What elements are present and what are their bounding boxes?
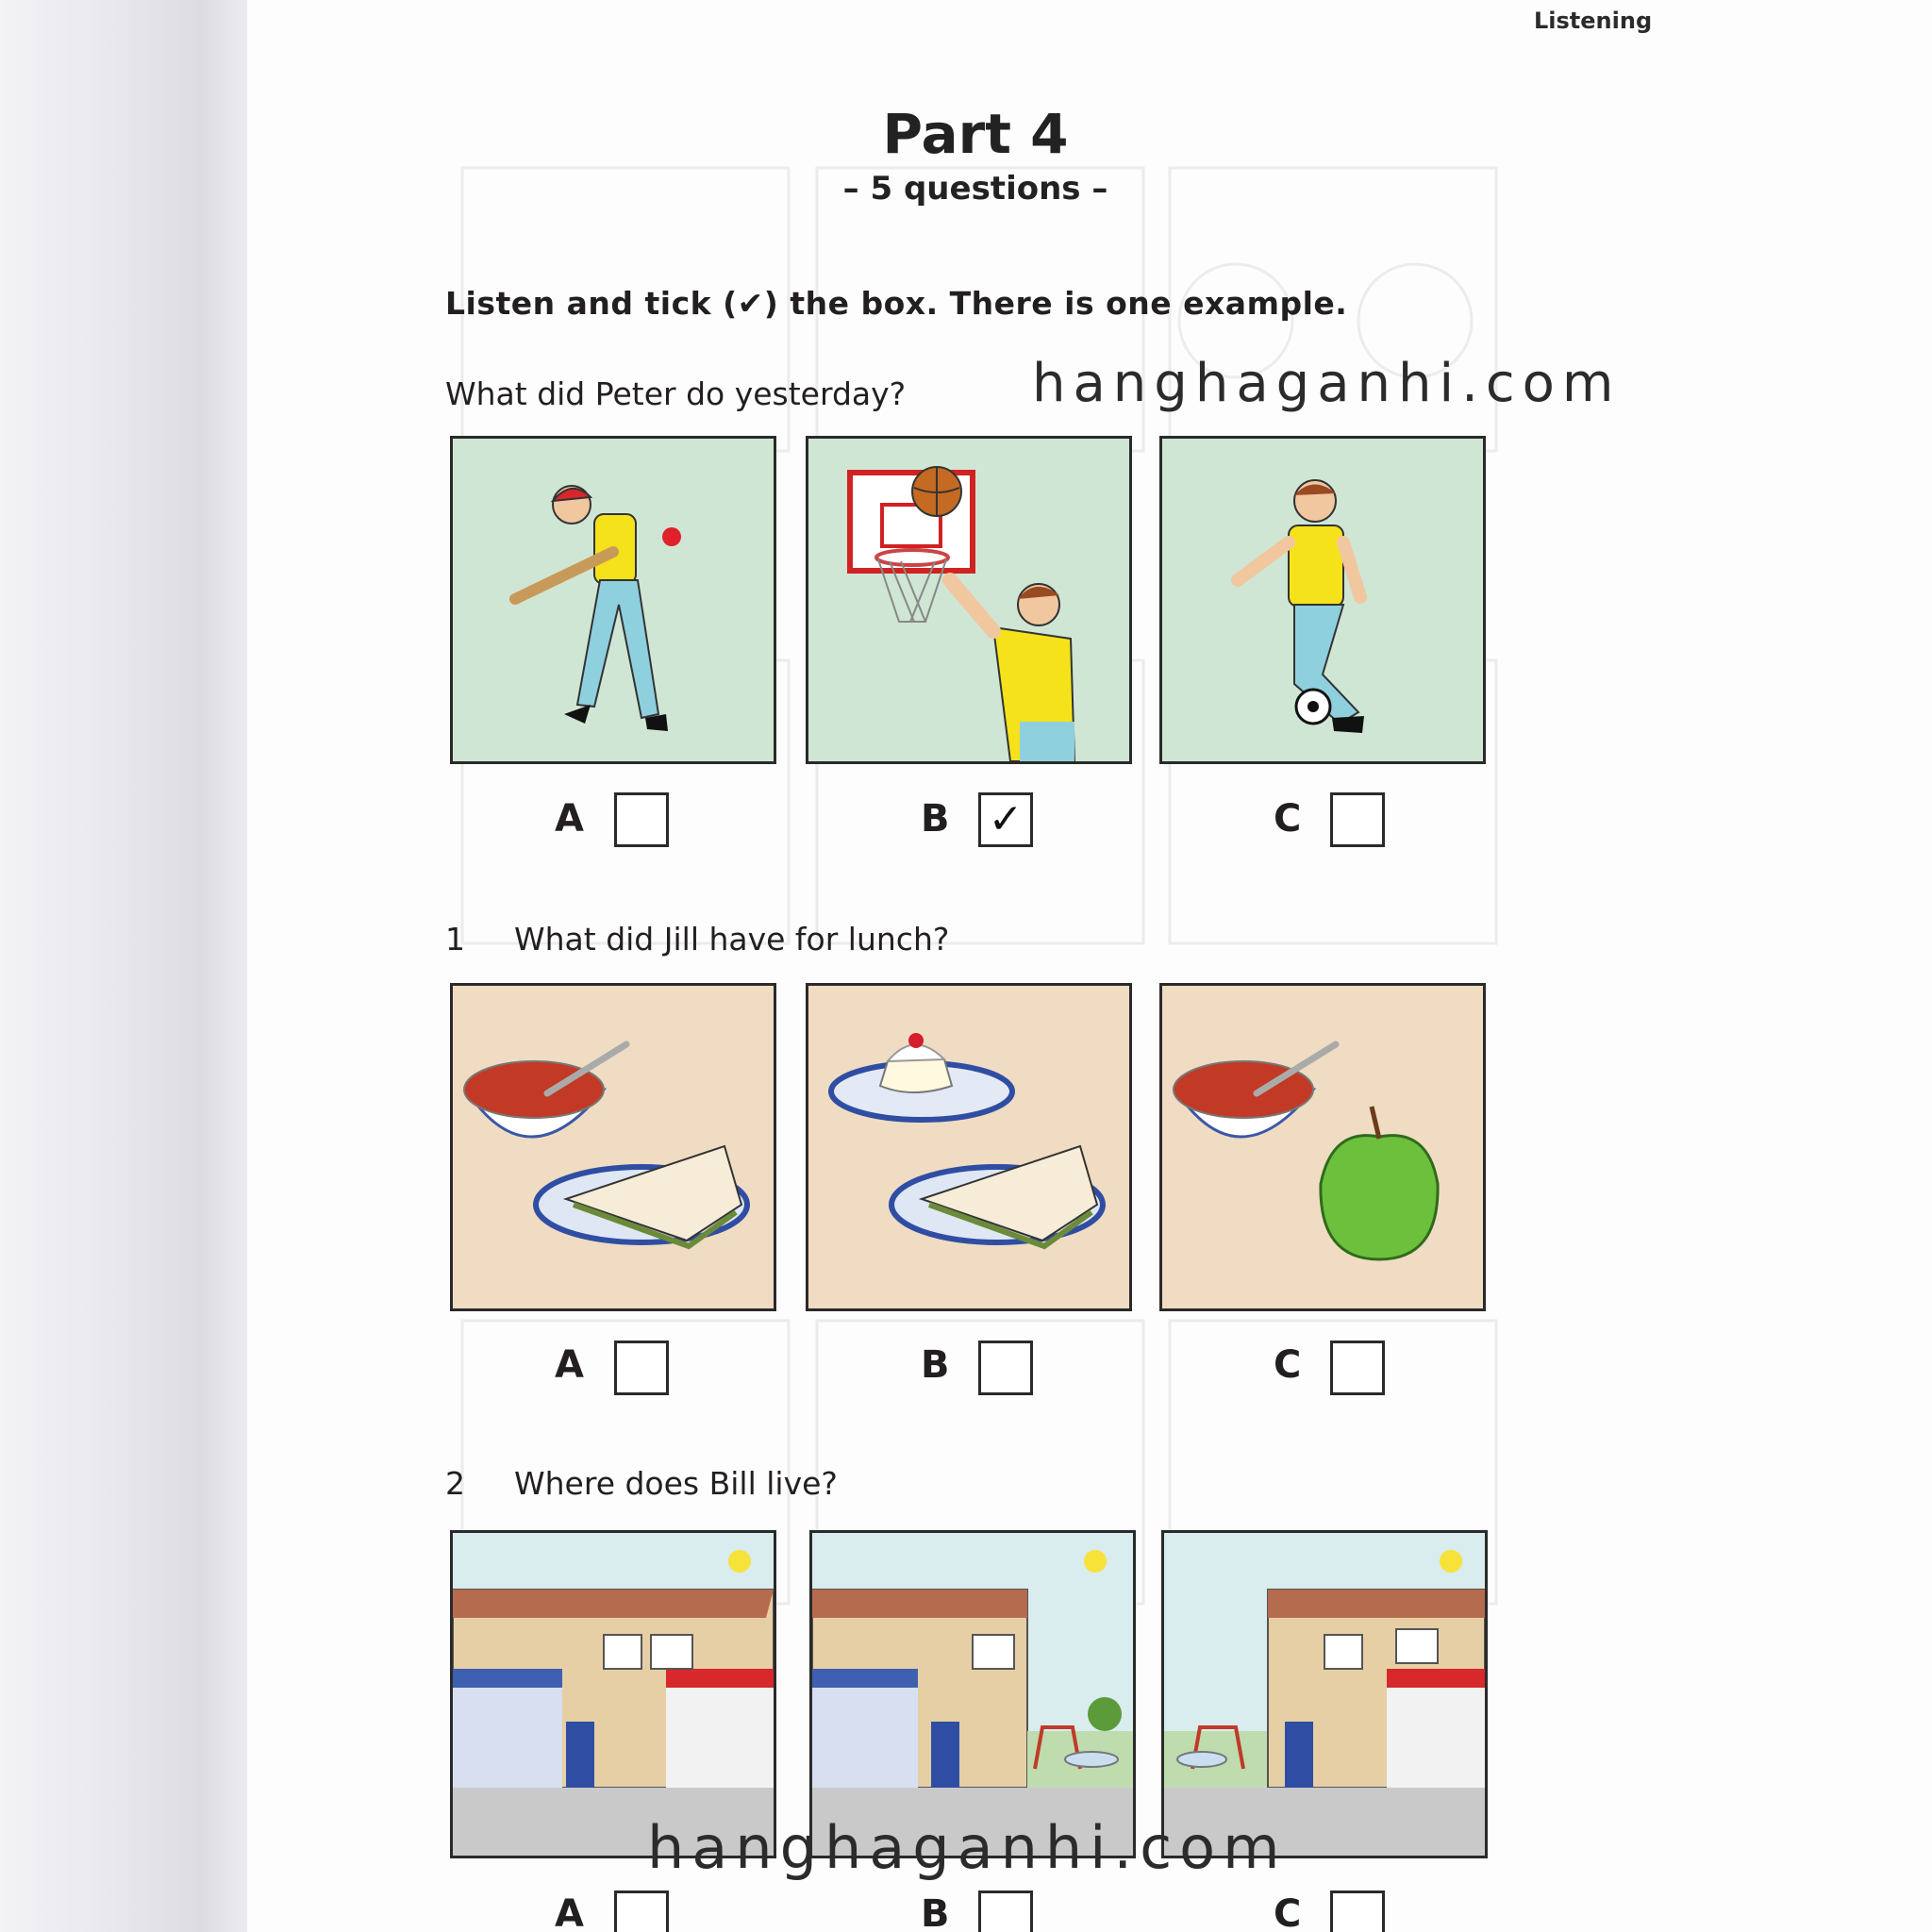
example-picture-b[interactable] bbox=[806, 436, 1132, 764]
q2-picture-a[interactable] bbox=[450, 1530, 776, 1858]
example-tick-box[interactable] bbox=[1330, 792, 1385, 847]
q1-option-letter: B bbox=[921, 1343, 950, 1387]
part-subtitle: – 5 questions – bbox=[842, 170, 1108, 208]
part-title: Part 4 bbox=[882, 102, 1069, 166]
q1-option-letter: C bbox=[1274, 1343, 1302, 1387]
q2-option-letter: A bbox=[555, 1892, 584, 1932]
question-number: 2 bbox=[445, 1465, 465, 1502]
q2-option-letter: C bbox=[1274, 1892, 1302, 1932]
soup-sandwich-illustration bbox=[453, 986, 774, 1308]
street-shops-illustration bbox=[453, 1533, 774, 1856]
q1-tick-box[interactable] bbox=[1330, 1341, 1385, 1395]
cake-sandwich-illustration bbox=[808, 986, 1129, 1308]
question-number: 1 bbox=[445, 921, 465, 958]
section-label: Listening bbox=[1534, 8, 1653, 34]
q2-picture-c[interactable] bbox=[1161, 1530, 1488, 1858]
q1-tick-box[interactable] bbox=[614, 1341, 669, 1395]
soup-apple-illustration bbox=[1162, 986, 1483, 1308]
playground-street-shop-illustration bbox=[1164, 1533, 1485, 1856]
question-text: What did Jill have for lunch? bbox=[514, 921, 950, 958]
example-tick-box-checked[interactable]: ✓ bbox=[978, 792, 1033, 847]
q1-picture-a[interactable] bbox=[450, 983, 776, 1311]
q1-option-letter: A bbox=[555, 1343, 584, 1387]
q2-tick-box[interactable] bbox=[1330, 1890, 1385, 1932]
example-tick-box[interactable] bbox=[614, 792, 669, 847]
basketball-boy-illustration bbox=[808, 439, 1129, 761]
q2-tick-box[interactable] bbox=[978, 1890, 1033, 1932]
q1-picture-c[interactable] bbox=[1159, 983, 1486, 1311]
example-option-letter: A bbox=[555, 797, 584, 841]
football-boy-illustration bbox=[1162, 439, 1483, 761]
q2-picture-b[interactable] bbox=[809, 1530, 1136, 1858]
q2-tick-box[interactable] bbox=[614, 1890, 669, 1932]
watermark-text: hanghaganhi.com bbox=[1032, 353, 1622, 414]
example-question: What did Peter do yesterday? bbox=[445, 375, 907, 412]
question-text: Where does Bill live? bbox=[514, 1465, 838, 1502]
example-option-letter: C bbox=[1274, 797, 1302, 841]
instruction-text: Listen and tick (✔) the box. There is one example. bbox=[445, 285, 1348, 322]
example-picture-c[interactable] bbox=[1159, 436, 1486, 764]
q1-tick-box[interactable] bbox=[978, 1341, 1033, 1395]
example-picture-a[interactable] bbox=[450, 436, 776, 764]
baseball-boy-illustration bbox=[453, 439, 774, 761]
watermark-text: hanghaganhi.com bbox=[647, 1813, 1288, 1882]
q2-option-letter: B bbox=[921, 1892, 950, 1932]
q1-picture-b[interactable] bbox=[806, 983, 1132, 1311]
example-option-letter: B bbox=[921, 797, 950, 841]
street-playground-illustration bbox=[812, 1533, 1133, 1856]
